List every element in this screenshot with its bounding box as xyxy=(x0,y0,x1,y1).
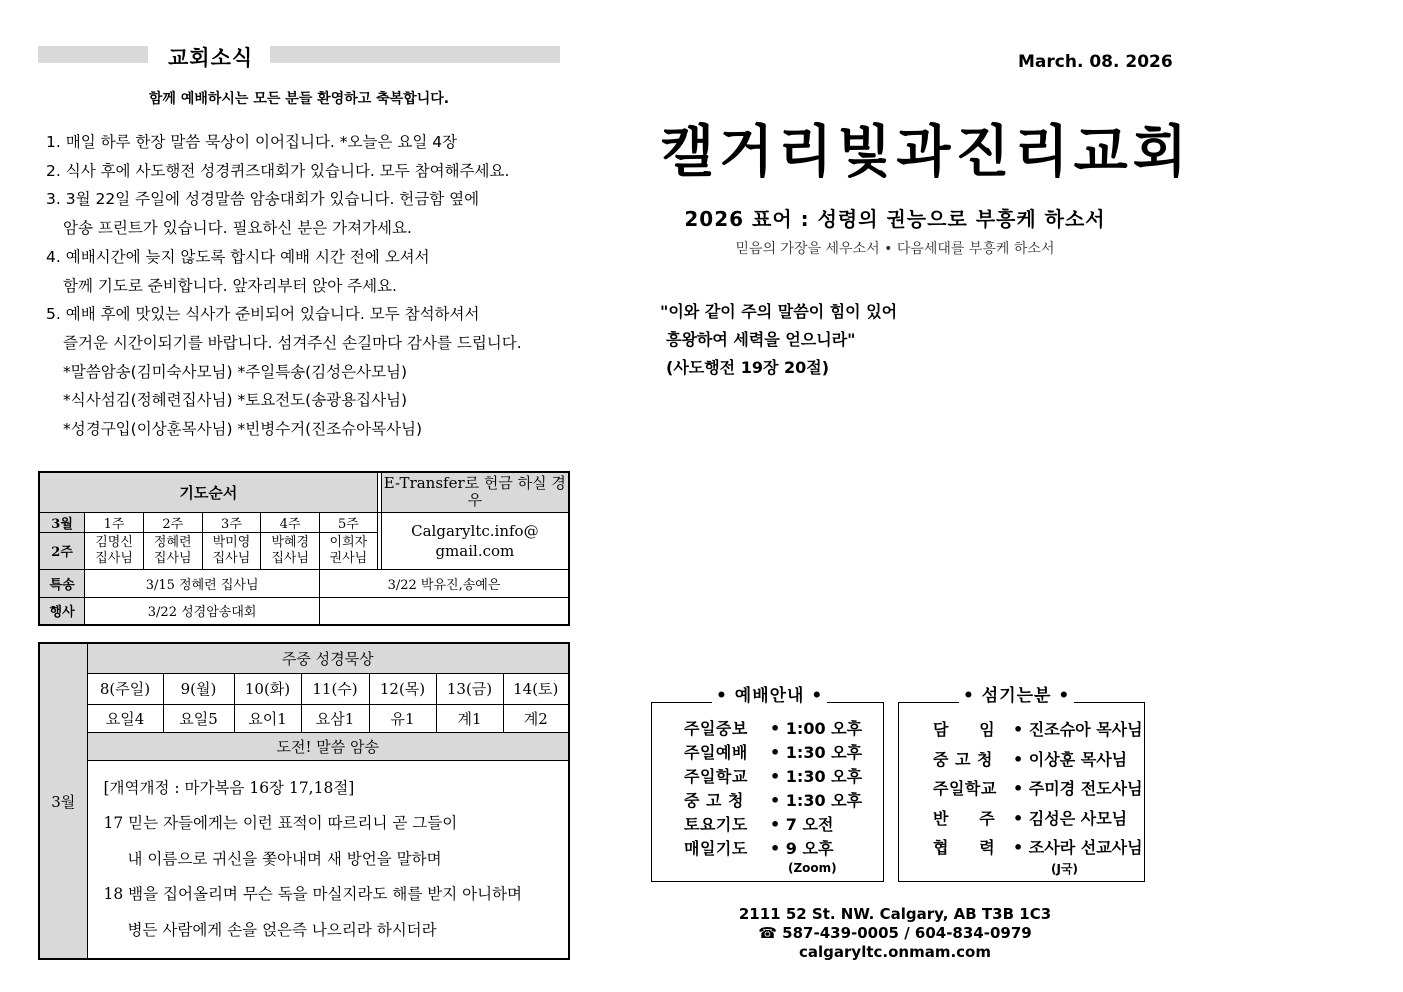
contact-block xyxy=(650,905,1140,962)
prayer-row-label: 2주 xyxy=(39,532,85,569)
day-1: 8(주일) xyxy=(87,673,163,704)
website-link[interactable]: calgaryltc.onmam.com xyxy=(799,943,991,961)
special-1: 3/15 정혜련 집사님 xyxy=(85,569,320,597)
news-line-11: *성경구입(이상훈목사님) *빈병수거(진조슈아목사님) xyxy=(63,420,423,439)
day-4: 11(수) xyxy=(301,673,369,704)
reading-4: 요삼1 xyxy=(301,704,369,732)
reading-7: 계2 xyxy=(503,704,569,732)
verse-line-3: (사도행전 19장 20절) xyxy=(666,358,830,377)
challenge-title: 도전! 말씀 암송 xyxy=(87,732,569,760)
servant-item: 중 고 청 • 이상훈 목사님 xyxy=(933,749,1128,769)
news-list xyxy=(46,128,566,444)
worship-item: 토요기도 • 7 오전 xyxy=(684,815,834,834)
worship-note: (Zoom) xyxy=(788,861,837,875)
news-header xyxy=(38,42,560,68)
passage-line-2: 내 이름으로 귀신을 쫓아내며 새 방언을 말하며 xyxy=(127,849,442,868)
prayer-name-4: 박혜경 집사님 xyxy=(261,532,320,569)
verse-block xyxy=(660,298,897,382)
worship-item: 주일중보 • 1:00 오후 xyxy=(684,719,863,738)
event-1: 3/22 성경암송대회 xyxy=(85,597,320,625)
event-label: 행사 xyxy=(39,597,85,625)
welcome-text: 함께 예배하시는 모든 분들 환영하고 축복합니다. xyxy=(148,91,450,107)
servant-item: 담 임 • 진조슈아 목사님 xyxy=(933,720,1143,739)
prayer-name-1: 김명신 집사님 xyxy=(85,532,144,569)
servant-item: 협 력 • 조사라 선교사님 xyxy=(933,838,1143,857)
week-3: 3주 xyxy=(202,512,261,532)
worship-item: 중 고 청 • 1:30 오후 xyxy=(684,791,863,810)
motto: 2026 표어 : 성령의 권능으로 부흥케 하소서 xyxy=(684,207,1106,231)
etransfer-email: Calgaryltc.info@ gmail.com xyxy=(381,512,569,569)
passage-line-3: 18 뱀을 집어올리며 무슨 독을 마실지라도 해를 받지 아니하며 xyxy=(103,885,522,903)
week-1: 1주 xyxy=(85,512,144,532)
special-label: 특송 xyxy=(39,569,85,597)
worship-item: 주일예배 • 1:30 오후 xyxy=(684,743,863,762)
servants-list xyxy=(933,715,1143,875)
header-bar-left xyxy=(38,46,148,63)
servants-title: • 섬기는분 • xyxy=(959,681,1074,706)
prayer-month: 3월 xyxy=(39,512,85,532)
passage-cell xyxy=(87,760,569,959)
passage-ref: [개역개정 : 마가복음 16장 17,18절] xyxy=(103,778,355,797)
news-line-1: 1. 매일 하루 한장 말씀 묵상이 이어집니다. *오늘은 요일 4장 xyxy=(46,133,458,151)
verse-line-1: "이와 같이 주의 말씀이 힘이 있어 xyxy=(660,302,898,321)
calendar-month: 3월 xyxy=(39,643,87,959)
passage-line-1: 17 믿는 자들에게는 이런 표적이 따르리니 곧 그들이 xyxy=(103,814,458,832)
sub-motto: 믿음의 가장을 세우소서 • 다음세대를 부흥케 하소서 xyxy=(735,241,1055,257)
worship-title: • 예배안내 • xyxy=(712,681,827,706)
prayer-title: 기도순서 xyxy=(39,472,377,512)
news-line-8: 즐거운 시간이되기를 바랍니다. 섬겨주신 손길마다 감사를 드립니다. xyxy=(63,333,522,352)
news-line-3: 3. 3월 22일 주일에 성경말씀 암송대회가 있습니다. 헌금함 옆에 xyxy=(46,190,480,209)
reading-5: 유1 xyxy=(369,704,436,732)
prayer-table xyxy=(38,471,570,626)
news-line-7: 5. 예배 후에 맛있는 식사가 준비되어 있습니다. 모두 참석하셔서 xyxy=(46,305,480,324)
church-name: 캘거리빛과진리교회 xyxy=(660,120,1192,185)
phone: ☎ 587-439-0005 / 604-834-0979 xyxy=(758,924,1032,942)
news-title: 교회소식 xyxy=(168,46,254,70)
reading-6: 계1 xyxy=(436,704,503,732)
reading-1: 요일4 xyxy=(87,704,163,732)
servant-item: 반 주 • 김성은 사모님 xyxy=(933,808,1128,828)
reading-2: 요일5 xyxy=(163,704,234,732)
news-line-4: 암송 프린트가 있습니다. 필요하신 분은 가져가세요. xyxy=(63,219,412,238)
bulletin-date: March. 08. 2026 xyxy=(1018,52,1173,72)
special-2: 3/22 박유진,송예은 xyxy=(320,569,569,597)
week-2: 2주 xyxy=(143,512,202,532)
prayer-name-5: 이희자 권사님 xyxy=(320,532,378,569)
day-2: 9(월) xyxy=(163,673,234,704)
passage-line-4: 병든 사람에게 손을 얹은즉 나으리라 하시더라 xyxy=(127,920,437,939)
news-line-10: *식사섬김(정혜련집사님) *토요전도(송광용집사님) xyxy=(63,391,408,410)
week-4: 4주 xyxy=(261,512,320,532)
verse-line-2: 흥왕하여 세력을 얻으니라" xyxy=(666,330,856,349)
day-7: 14(토) xyxy=(503,673,569,704)
news-line-9: *말씀암송(김미숙사모님) *주일특송(김성은사모님) xyxy=(63,362,408,381)
servants-note: (J국) xyxy=(1051,861,1079,876)
event-2 xyxy=(320,597,569,625)
day-5: 12(목) xyxy=(369,673,436,704)
prayer-name-2: 정혜련 집사님 xyxy=(143,532,202,569)
day-3: 10(화) xyxy=(234,673,301,704)
worship-box xyxy=(651,686,884,882)
week-5: 5주 xyxy=(320,512,378,532)
servant-item: 주일학교 • 주미경 전도사님 xyxy=(933,779,1143,798)
worship-list xyxy=(684,717,862,875)
servants-box xyxy=(898,686,1145,882)
prayer-name-3: 박미영 집사님 xyxy=(202,532,261,569)
address: 2111 52 St. NW. Calgary, AB T3B 1C3 xyxy=(738,905,1052,923)
worship-item: 주일학교 • 1:30 오후 xyxy=(684,767,863,786)
news-line-6: 함께 기도로 준비합니다. 앞자리부터 앉아 주세요. xyxy=(63,276,397,295)
meditation-title: 주중 성경묵상 xyxy=(87,643,569,673)
news-line-5: 4. 예배시간에 늦지 않도록 합시다 예배 시간 전에 오셔서 xyxy=(46,247,430,266)
calendar-table xyxy=(38,642,570,960)
worship-item: 매일기도 • 9 오후 xyxy=(684,839,834,858)
etransfer-title: E-Transfer로 헌금 하실 경우 xyxy=(381,472,569,512)
reading-3: 요이1 xyxy=(234,704,301,732)
header-bar-right xyxy=(270,46,560,63)
news-line-2: 2. 식사 후에 사도행전 성경퀴즈대회가 있습니다. 모두 참여해주세요. xyxy=(46,161,510,180)
day-6: 13(금) xyxy=(436,673,503,704)
